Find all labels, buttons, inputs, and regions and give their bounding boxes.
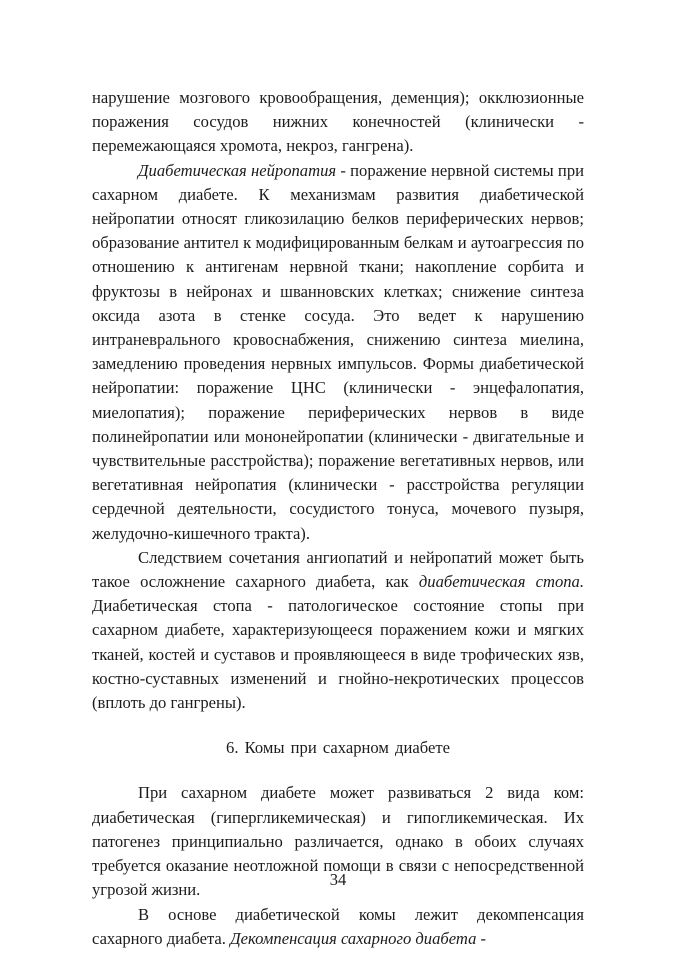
term-diabetic-neuropathy: Диабетическая нейропатия <box>138 160 337 180</box>
section-heading: 6. Комы при сахарном диабете <box>226 738 450 758</box>
page-number: 34 <box>329 870 347 889</box>
paragraph-diabetic-coma-dash: - <box>476 928 487 948</box>
paragraph-diabetic-coma <box>92 903 584 951</box>
paragraph-diabetic-coma-text: В основе диабетической комы лежит декомпенсация сахарного диабета. <box>92 904 584 948</box>
paragraph-diabetic-foot-text: Диабетическая стопа - патологическое состояние стопы при сахарном диабете, характеризующееся поражением кожи и мягких тканей, костей и суставов и проявляющееся в виде трофических язв, костно-суставных изменений и гнойно-некротических процессов (вплоть до гангрены). <box>92 596 584 713</box>
paragraph-coma-types: При сахарном диабете может развиваться 2 вида ком: диабетическая (гипергликемическая) и гипогликемическая. Их патогенез принципиально различается, однако в обоих случаях требуется оказание неотложной помощи в связи с непосредственной угрозой жизни. <box>92 783 584 900</box>
paragraph-diabetic-foot <box>92 546 584 715</box>
paragraph-neuropathy <box>92 159 584 546</box>
paragraph-angiopathy-end: нарушение мозгового кровообращения, деменция); окклюзионные поражения сосудов нижних конечностей (клинически - перемежающаяся хромота, некроз, гангрена). <box>92 88 584 156</box>
term-diabetic-foot: диабетическая стопа. <box>418 572 584 592</box>
term-decompensation: Декомпенсация сахарного диабета <box>230 928 477 948</box>
paragraph-neuropathy-text: - поражение нервной системы при сахарном диабете. К механизмам развития диабетической нейропатии относят гликозилацию белков периферических нервов; образование антител к модифицированным белкам и аутоагрессия по отношению к антигенам нервной ткани; накопление сорбита и фруктозы в нейронах и шванновских клетках; снижение синтеза оксида азота в стенке сосуда. Это ведет к нарушению интраневрального кровоснабжения, снижению синтеза миелина, замедлению проведения нервных импульсов. Формы диабетической нейропатии: поражение ЦНС (клинически - энцефалопатия, миелопатия); поражение периферических нервов в виде полинейропатии или мононейропатии (клинически - двигательные и чувствительные расстройства); поражение вегетативных нервов, или вегетативная нейропатия (клинически - расстройства регуляции сердечной деятельности, сосудистого тонуса, мочевого пузыря, желудочно-кишечного тракта). <box>92 160 584 543</box>
paragraph-diabetic-foot-lead: Следствием сочетания ангиопатий и нейропатий может быть такое осложнение сахарного диабета, как <box>92 547 584 592</box>
